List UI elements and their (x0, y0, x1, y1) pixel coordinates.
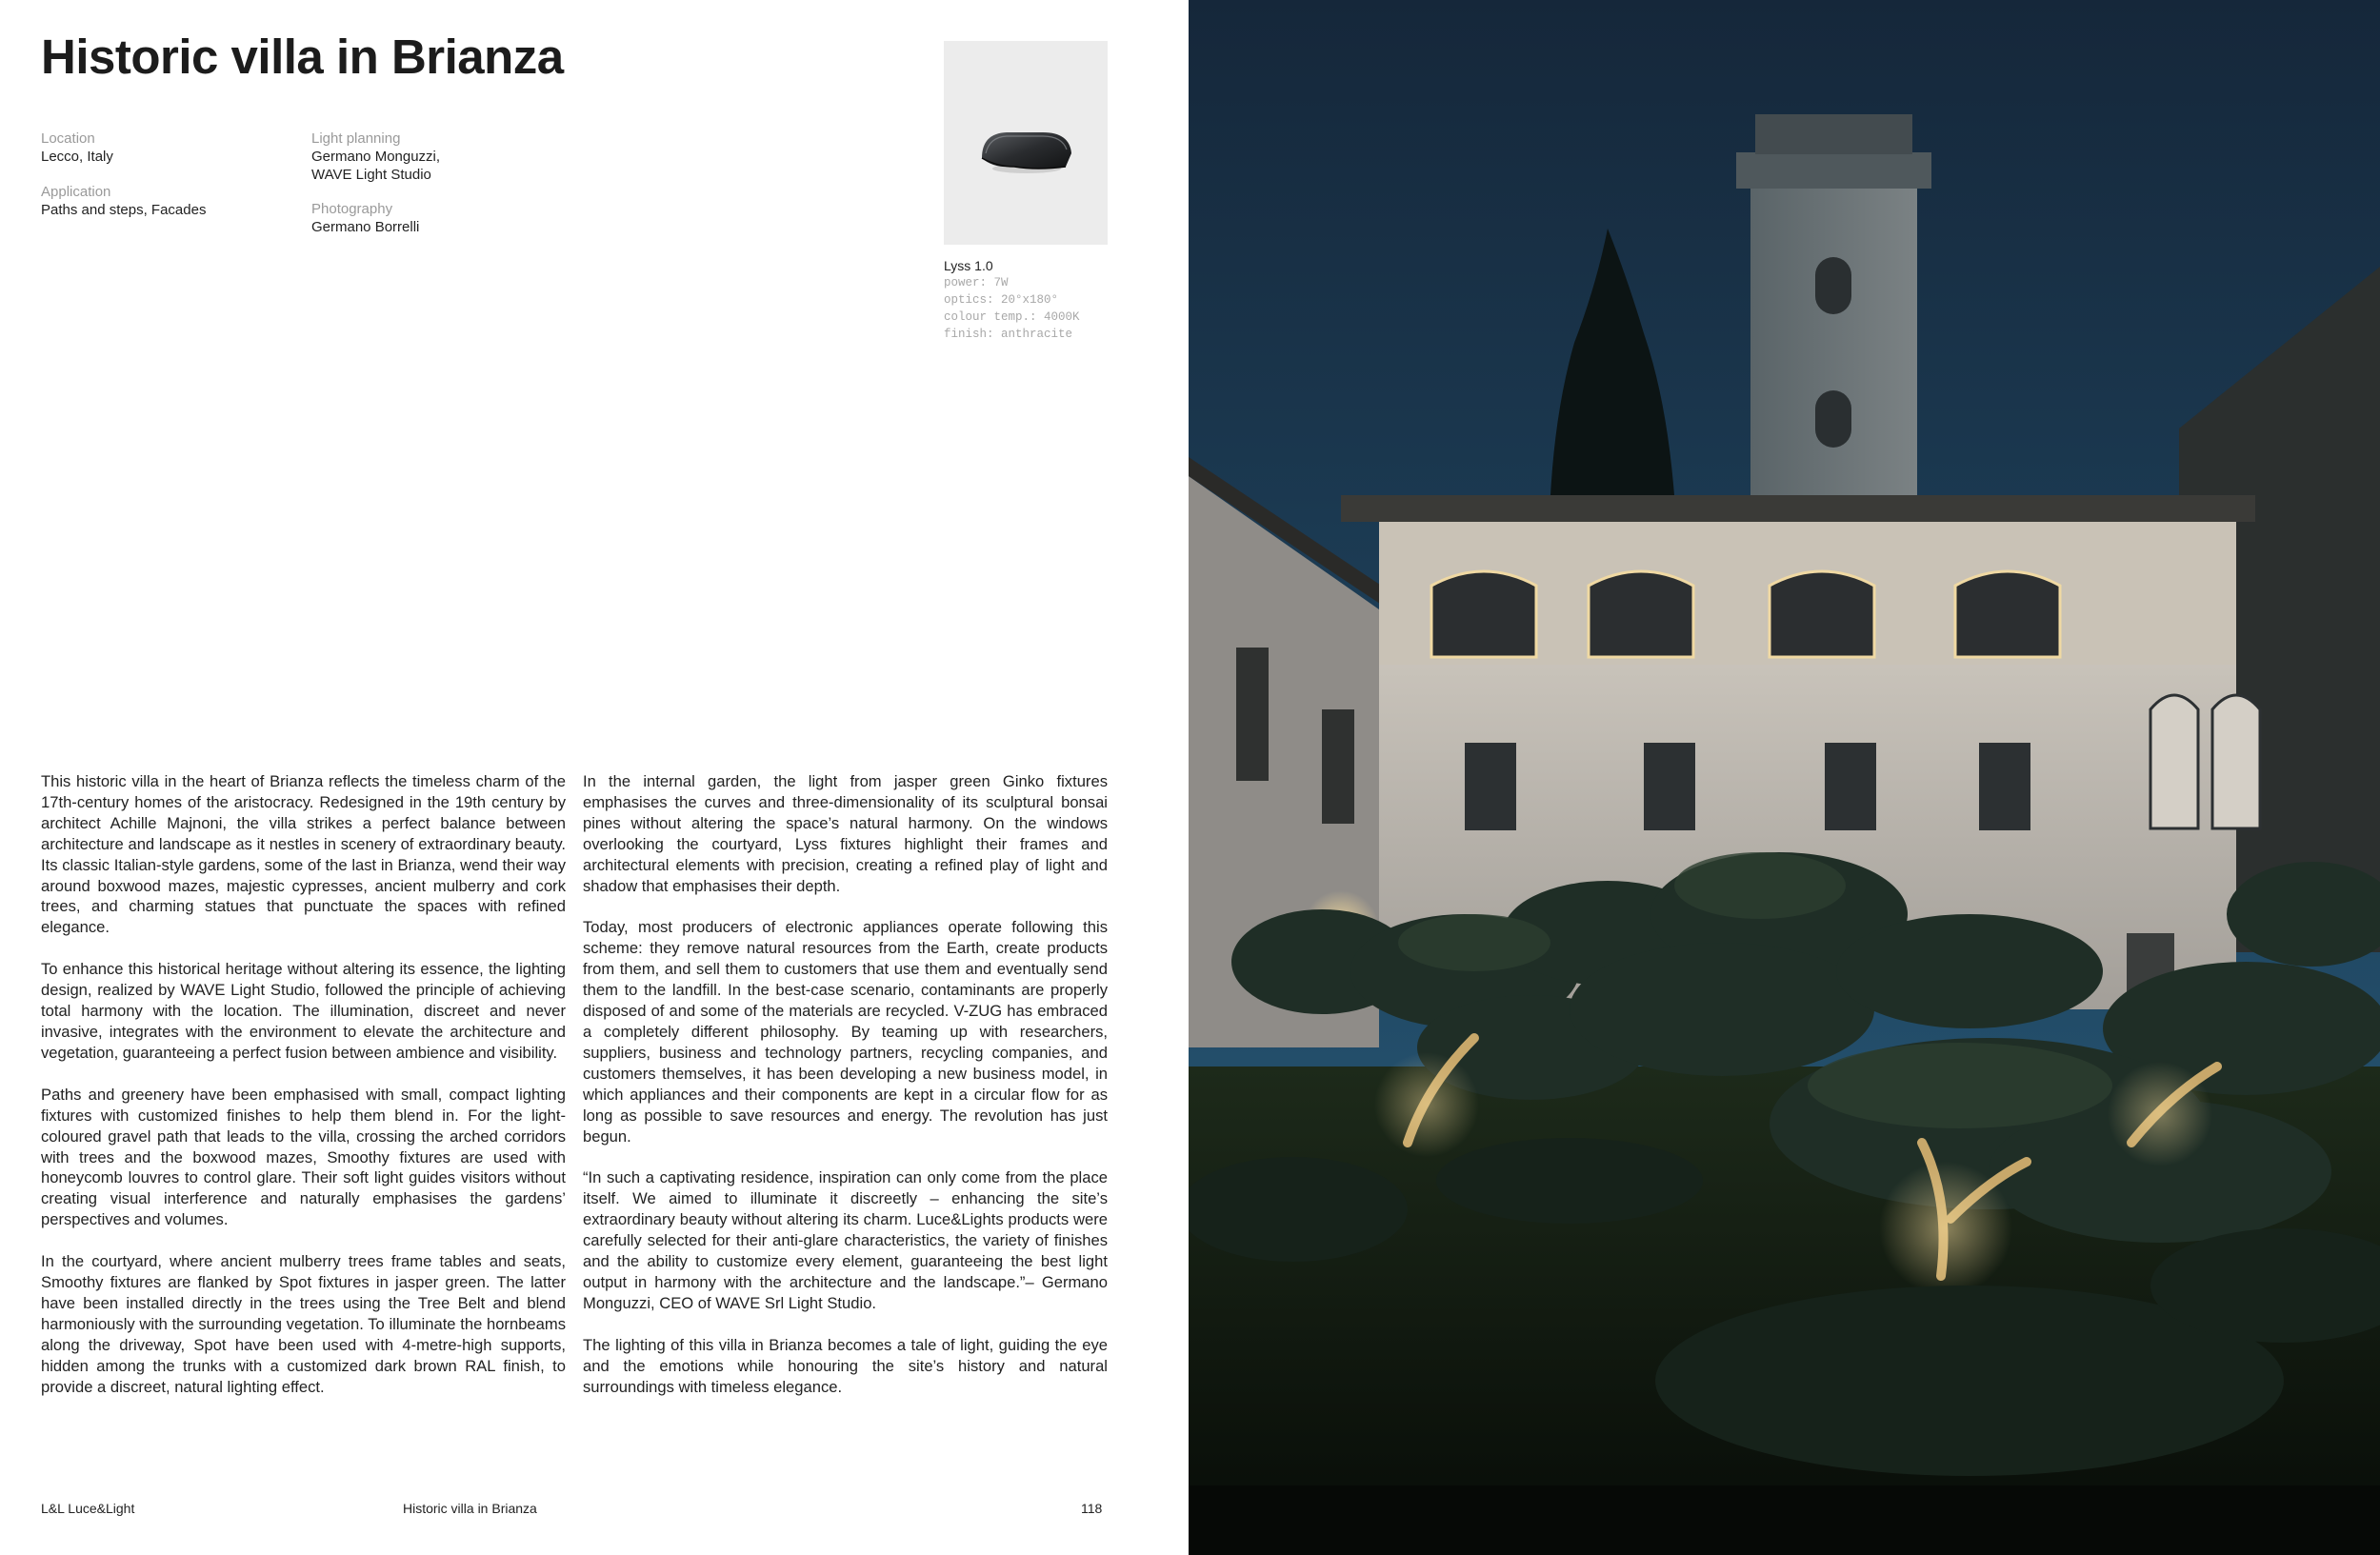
light-planning-value-2: WAVE Light Studio (311, 167, 431, 183)
product-optics: optics: 20°x180° (944, 293, 1059, 307)
photography-value: Germano Borrelli (311, 219, 420, 235)
paragraph: In the internal garden, the light from jasper green Ginko fixtures emphasises the curves and three-dimensionality of its sculptural bonsai pines without altering the space’s natural harmony. On the windows overlooking the courtyard, Lyss fixtures highlight their frames and architectural elements with precision, creating a refined play of light and shadow that emphasises their depth. (583, 772, 1108, 895)
villa-courtyard-image (1189, 0, 2380, 1555)
location-value: Lecco, Italy (41, 149, 113, 165)
location-label: Location (41, 130, 95, 147)
footer-section: Historic villa in Brianza (403, 1501, 537, 1516)
product-image (944, 41, 1108, 245)
paragraph: Today, most producers of electronic appliances operate following this scheme: they remove natural resources from the Earth, create products from them, and sell them to customers that use them and eventually send them to the landfill. In the best-case scenario, contaminants are properly disposed of and some of the materials are recycled. V-ZUG has embraced a completely different philosophy. By teaming up with researchers, suppliers, business and technology partners, recycling companies, and customers themselves, it has been developing a new business model, in which appliances and their components are kept in a circular flow for as long as possible to save resources and energy. The revolution has just begun. (583, 918, 1108, 1146)
paragraph: The lighting of this villa in Brianza becomes a tale of light, guiding the eye and the emotions while honouring the site’s history and natural surroundings with timeless elegance. (583, 1335, 1108, 1396)
product-info (944, 257, 1134, 343)
product-name: Lyss 1.0 (944, 258, 993, 273)
body-column-left (41, 771, 566, 1418)
footer-page-number: 118 (1081, 1501, 1103, 1516)
light-planning-label: Light planning (311, 130, 401, 147)
paragraph: This historic villa in the heart of Brianza reflects the timeless charm of the 17th-century homes of the aristocracy. Redesigned in the 19th century by architect Achille Majnoni, the villa strikes a perfect balance between architecture and landscape as it nestles in scenery of extraordinary beauty. Its classic Italian-style gardens, some of the last in Brianza, wend their way around boxwood mazes, majestic cypresses, ancient mulberry and cork trees, and charming statues that punctuate the spaces with refined elegance. (41, 772, 566, 937)
paragraph: To enhance this historical heritage without altering its essence, the lighting design, realized by WAVE Light Studio, followed the principle of achieving total harmony with the location. The illumination, discreet and never invasive, integrates with the environment to elevate the architecture and vegetation, guaranteeing a perfect fusion between ambience and visibility. (41, 960, 566, 1062)
paragraph: In the courtyard, where ancient mulberry trees frame tables and seats, Smoothy fixtures are flanked by Spot fixtures in jasper green. The latter have been installed directly in the trees using the Tree Belt and blend harmoniously with the surrounding vegetation. To illuminate the hornbeams along the driveway, Spot have been used with 4-metre-high supports, hidden among the trunks with a customized dark brown RAL finish, to provide a discreet, natural lighting effect. (41, 1252, 566, 1396)
photography-label: Photography (311, 201, 393, 217)
villa-photo (1189, 0, 2380, 1555)
product-colour-temp: colour temp.: 4000K (944, 310, 1080, 324)
application-value: Paths and steps, Facades (41, 202, 207, 218)
product-finish: finish: anthracite (944, 328, 1073, 341)
application-label: Application (41, 184, 111, 200)
meta-photography (311, 200, 559, 236)
meta-light-planning (311, 130, 559, 184)
paragraph: “In such a captivating residence, inspiration can only come from the place itself. We aimed to illuminate it discreetly – enhancing the site’s extraordinary beauty without altering its charm. Luce&Lights products were carefully selected for their anti-glare characteristics, the variety of finishes and the ability to customize every element, guaranteeing the best light output in harmony with the architecture and the landscape.”– Germano Monguzzi, CEO of WAVE Srl Light Studio. (583, 1168, 1108, 1312)
lyss-fixture-icon (944, 41, 1108, 245)
meta-location (41, 130, 289, 166)
product-power: power: 7W (944, 276, 1009, 289)
left-page (0, 0, 1189, 1555)
meta-application (41, 183, 289, 219)
page-title: Historic villa in Brianza (41, 30, 564, 84)
footer-magazine: L&L Luce&Light (41, 1501, 135, 1516)
body-column-right (583, 771, 1108, 1418)
paragraph: Paths and greenery have been emphasised with small, compact lighting fixtures with customized finishes to help them blend in. For the light-coloured gravel path that leads to the villa, crossing the arched corridors with trees and the boxwood mazes, Smoothy fixtures are used with honeycomb louvres to control glare. Their soft light guides visitors without creating visual interference and naturally emphasises the gardens’ perspectives and volumes. (41, 1085, 566, 1229)
light-planning-value-1: Germano Monguzzi, (311, 149, 441, 165)
